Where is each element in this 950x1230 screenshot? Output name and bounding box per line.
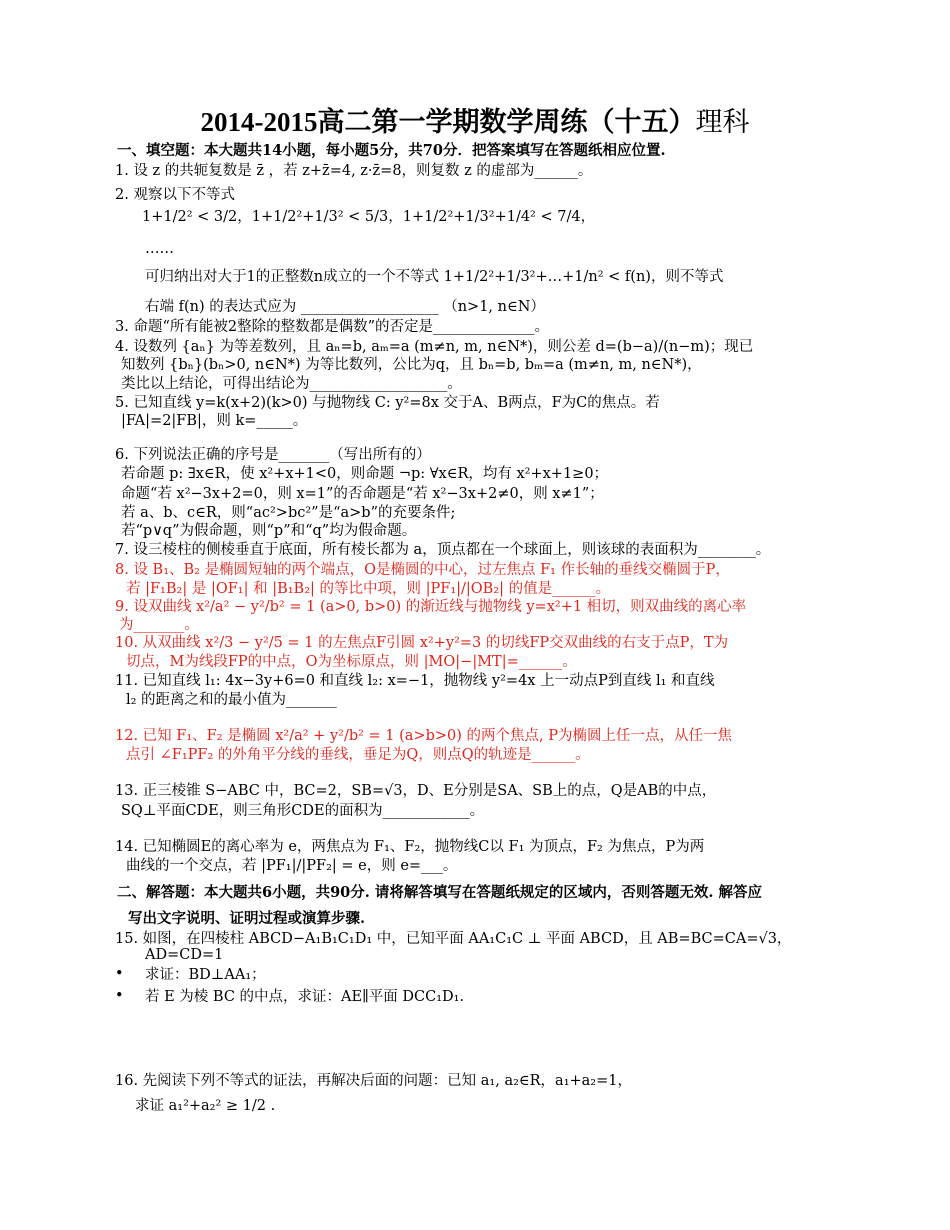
question-15-part-1: 求证：BD⊥AA₁； [145,967,266,983]
title-main: 2014-2015高二第一学期数学周练（十五） [200,107,696,137]
question-6-item-2: 命题“若 x²−3x+2=0，则 x=1”的否命题是“若 x²−3x+2≠0，则 x≠1”； [121,486,604,502]
page-title [0,100,950,139]
question-2-general: 可归纳出对大于1的正整数n成立的一个不等式 1+1/2²+1/3²+…+1/n² < f(n)，则不等式 [145,269,724,285]
question-5-line-2: |FA|=2|FB|，则 k=_____。 [121,413,308,429]
question-15-line-1: 15. 如图，在四棱柱 ABCD−A₁B₁C₁D₁ 中，已知平面 AA₁C₁C ⊥ 平面 ABCD，且 AB=BC=CA=√3， [115,931,792,947]
question-11-line-1: 11. 已知直线 l₁: 4x−3y+6=0 和直线 l₂: x=−1，抛物线 y²=4x 上一动点P到直线 l₁ 和直线 [115,673,715,689]
question-13-line-1: 13. 正三棱锥 S−ABC 中，BC=2，SB=√3，D、E分别是SA、SB上的点，Q是AB的中点， [115,783,717,799]
question-2-fn: 右端 f(n) 的表达式应为 ___________________ （n>1, n∈N） [145,299,545,315]
question-11-line-2: l₂ 的距离之和的最小值为_______ [126,692,337,708]
question-12-line-2: 点引 ∠F₁PF₂ 的外角平分线的垂线，垂足为Q，则点Q的轨迹是______。 [126,747,590,763]
question-1: 1. 设 z 的共轭复数是 z̄ ，若 z+z̄=4, z·z̄=8，则复数 z 的虚部为______。 [115,163,593,179]
bullet-icon: • [115,966,124,982]
question-6-item-3: 若 a、b、c∈R，则“ac²>bc²”是“a>b”的充要条件; [121,505,456,521]
question-6-item-1: 若命题 p: ∃x∈R，使 x²+x+1<0，则命题 ¬p: ∀x∈R，均有 x²+x+1≥0； [121,466,609,482]
question-9-line-2: 为_______。 [119,617,199,633]
question-8-line-1: 8. 设 B₁、B₂ 是椭圆短轴的两个端点，O是椭圆的中心，过左焦点 F₁ 作长轴的垂线交椭圆于P， [115,562,730,578]
question-4-line-1: 4. 设数列 {aₙ} 为等差数列，且 aₙ=b, aₘ=a (m≠n, m, n∈N*)，则公差 d=(b−a)/(n−m)；现已 [115,339,754,355]
question-15-part-2: 若 E 为棱 BC 的中点，求证：AE∥平面 DCC₁D₁. [145,989,465,1005]
section-2-heading-line-1: 二、解答题：本大题共6小题，共90分. 请将解答填写在答题纸规定的区域内，否则答题无效. 解答应 [117,884,762,901]
question-12-line-1: 12. 已知 F₁、F₂ 是椭圆 x²/a² + y²/b² = 1 (a>b>0) 的两个焦点, P为椭圆上任一点，从任一焦 [115,728,732,744]
question-2-intro: 2. 观察以下不等式 [115,187,235,203]
question-14-line-1: 14. 已知椭圆E的离心率为 e，两焦点为 F₁、F₂，抛物线C以 F₁ 为顶点，F₂ 为焦点，P为两 [115,839,705,855]
question-3: 3. 命题“所有能被2整除的整数都是偶数”的否定是______________。 [115,319,549,335]
section-1-heading: 一、填空题：本大题共14小题，每小题5分，共70分．把答案填写在答题纸相应位置. [117,142,666,159]
question-2-inequalities: 1+1/2² < 3/2，1+1/2²+1/3² < 5/3，1+1/2²+1/3²+1/4² < 7/4， [142,209,596,225]
question-4-line-3: 类比以上结论，可得出结论为___________________。 [121,376,462,392]
question-16-line-1: 16. 先阅读下列不等式的证法，再解决后面的问题：已知 a₁, a₂∈R，a₁+a₂=1， [115,1073,632,1089]
question-15-line-2: AD=CD=1 [145,947,224,963]
bullet-icon: • [115,988,124,1004]
question-9-line-1: 9. 设双曲线 x²/a² − y²/b² = 1 (a>0, b>0) 的渐近线与抛物线 y=x²+1 相切，则双曲线的离心率 [115,599,747,615]
question-10-line-1: 10. 从双曲线 x²/3 − y²/5 = 1 的左焦点F引圆 x²+y²=3 的切线FP交双曲线的右支于点P，T为 [115,635,729,651]
question-4-line-2: 知数列 {bₙ}(bₙ>0, n∈N*) 为等比数列，公比为q，且 bₙ=b, bₘ=a (m≠n, m, n∈N*)， [121,357,702,373]
question-10-line-2: 切点，M为线段FP的中点，O为坐标原点，则 |MO|−|MT|=______。 [126,654,577,670]
question-5-line-1: 5. 已知直线 y=k(x+2)(k>0) 与抛物线 C: y²=8x 交于A、B两点，F为C的焦点。若 [115,395,660,411]
title-subject: 理科 [695,107,750,137]
section-2-heading-line-2: 写出文字说明、证明过程或演算步骤. [128,910,366,927]
question-14-line-2: 曲线的一个交点，若 |PF₁|/|PF₂| = e，则 e=___。 [126,858,458,874]
question-8-line-2: 若 |F₁B₂| 是 |OF₁| 和 |B₁B₂| 的等比中项，则 |PF₁|/|OB₂| 的值是______。 [126,581,611,597]
question-16-line-2: 求证 a₁²+a₂² ≥ 1/2 . [135,1098,276,1114]
question-13-line-2: SQ⊥平面CDE，则三角形CDE的面积为____________。 [121,803,485,819]
question-2-ellipsis: …… [145,241,174,257]
question-6-item-4: 若“p∨q”为假命题，则“p”和“q”均为假命题。 [121,523,417,539]
question-7: 7. 设三棱柱的侧棱垂直于底面，所有棱长都为 a，顶点都在一个球面上，则该球的表面积为________。 [115,542,771,558]
question-6-intro: 6. 下列说法正确的序号是_______（写出所有的） [115,447,431,463]
